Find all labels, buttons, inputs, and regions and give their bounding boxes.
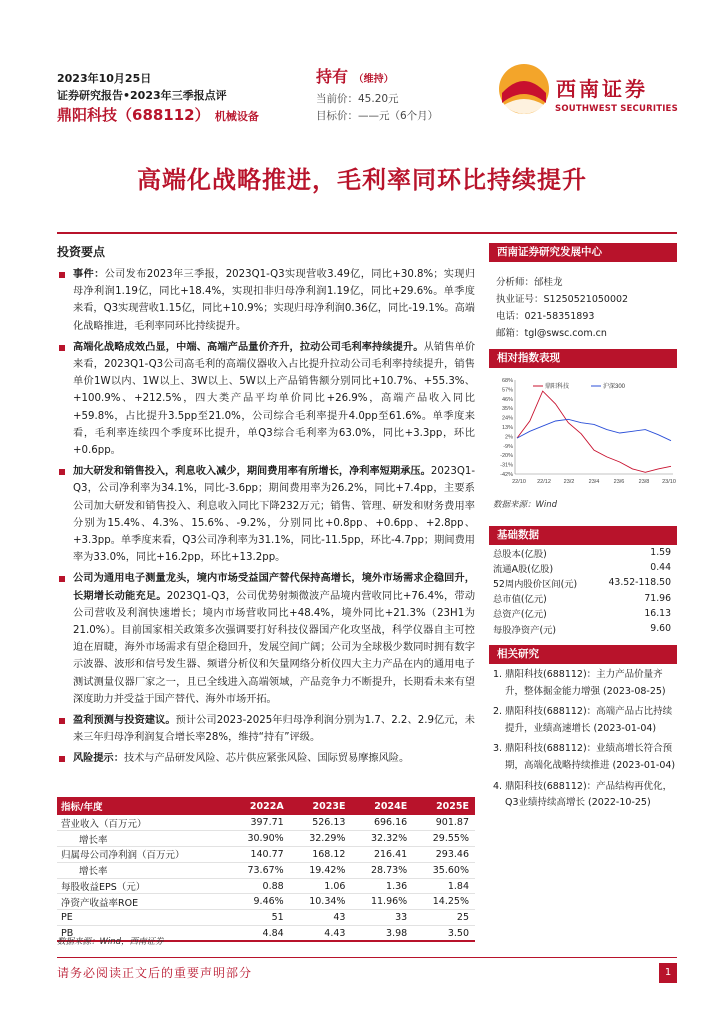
forecast-cell: 901.87 [413, 815, 475, 831]
rating-note: （维持） [353, 74, 394, 85]
chart-y-tick-label: 2% [505, 434, 513, 441]
logo-text-en: SOUTHWEST SECURITIES [555, 104, 678, 114]
forecast-header: 指标/年度 [57, 797, 228, 815]
forecast-cell: 1.06 [290, 878, 352, 894]
basic-data-label: 52周内股价区间(元) [493, 578, 578, 590]
forecast-cell: 397.71 [228, 815, 290, 831]
bullet-body: 2023Q1-Q3，公司净利率为34.1%，同比-3.6pp；期间费用率为26.2%，同比+7.4pp，主要系公司加大研发和销售投入、利息收入同比下降232万元；销售、管理、研发和财务费用率分别为15.4%、4.3%、15.6%、-9.2%，分别同比+0.8pp、+0.6pp、+2.8pp、+3.3pp。单季度来看，Q3公司净利率为31.1%，同比-11.5pp，环比-4.7pp；期间费用率为33.0%，同比+16.2pp，环比+13.2pp。 [73, 466, 475, 564]
forecast-cell: 32.29% [290, 831, 352, 847]
forecast-row [57, 878, 475, 894]
rating-block [316, 66, 438, 125]
report-headline: 高端化战略推进，毛利率同环比持续提升 [137, 165, 587, 194]
basic-data-label: 总市值(亿元) [493, 594, 547, 606]
rating-line [316, 66, 438, 91]
forecast-header: 2023E [290, 797, 352, 815]
analyst-name: 分析师：邰桂龙 [496, 277, 563, 288]
bottom-divider [57, 957, 677, 958]
bullet-event [57, 266, 475, 335]
basic-data-row [489, 575, 677, 590]
forecast-cell: 140.77 [228, 847, 290, 863]
forecast-cell: 3.50 [413, 926, 475, 942]
chart-x-tick-label: 23/8 [638, 479, 650, 485]
forecast-header-row [57, 797, 475, 815]
chart-legend-label: 鼎阳科技 [545, 384, 570, 390]
related-item[interactable] [493, 741, 679, 774]
forecast-cell: 696.16 [351, 815, 413, 831]
forecast-cell: 32.32% [351, 831, 413, 847]
forecast-cell: 33 [351, 910, 413, 926]
analyst-email[interactable]: 邮箱：tgl@swsc.com.cn [496, 328, 607, 339]
chart-x-tick-label: 23/10 [662, 479, 676, 485]
basic-data-label: 总股本(亿股) [493, 548, 547, 560]
investment-points [57, 243, 475, 772]
team-title-bar: 西南证券研究发展中心 [489, 243, 677, 262]
chart-y-tick-label: -20% [500, 453, 513, 460]
rating: 持有 [316, 67, 349, 86]
chart-legend-label: 沪深300 [603, 384, 626, 390]
basic-data-label: 每股净资产(元) [493, 624, 557, 636]
forecast-row-label: 营业收入（百万元） [57, 815, 228, 831]
bullet-highend [57, 339, 475, 459]
chart-series-line [517, 391, 671, 472]
chart-y-tick-label: 24% [501, 415, 513, 422]
forecast-cell: 526.13 [290, 815, 352, 831]
forecast-cell: 168.12 [290, 847, 352, 863]
forecast-row-label: 增长率 [57, 831, 228, 847]
forecast-row-label: 归属母公司净利润（百万元） [57, 847, 228, 863]
chart-y-tick-label: 13% [501, 425, 513, 431]
forecast-header: 2025E [413, 797, 475, 815]
basic-data-row [489, 621, 677, 636]
bullet-leader [57, 570, 475, 708]
forecast-source: 数据来源：Wind，西南证券 [57, 937, 164, 947]
related-item-text: 鼎阳科技(688112)：业绩高增长符合预期，高端化战略持续推进 (2023-01-04) [505, 743, 676, 771]
related-item[interactable] [493, 704, 679, 737]
chart-y-tick-label: -42% [500, 472, 513, 478]
chart-y-tick-label: 57% [501, 387, 513, 394]
chart-y-tick-label: -9% [503, 443, 513, 450]
forecast-row [57, 894, 475, 910]
forecast-cell: 293.46 [413, 847, 475, 863]
forecast-cell: 216.41 [351, 847, 413, 863]
basic-data-value: 43.52-118.50 [608, 577, 671, 589]
logo-mark-icon [498, 63, 550, 115]
report-meta [57, 70, 259, 128]
current-price: 当前价：45.20元 [316, 93, 399, 105]
basic-data-label: 流通A股(亿股) [493, 563, 554, 575]
forecast-row-label: 每股收益EPS（元） [57, 878, 228, 894]
forecast-row-label: PB [57, 926, 228, 942]
basic-data-table [489, 545, 677, 636]
chart-y-tick-label: 35% [501, 406, 513, 413]
bullet-body: 公司发布2023年三季报，2023Q1-Q3实现营收3.49亿，同比+30.8%；实现归母净利润1.19亿，同比+18.4%，实现扣非归母净利润1.19亿，同比+29.6%。单季度来看，Q3实现营收1.15亿，同比+10.9%；实现归母净利润0.36亿，同比-19.1%。高端化战略推进，毛利率同环比持续提升。 [73, 269, 476, 332]
forecast-header: 2024E [351, 797, 413, 815]
chart-series-line [517, 419, 671, 440]
forecast-row-label: 净资产收益率ROE [57, 894, 228, 910]
forecast-cell: 9.46% [228, 894, 290, 910]
footer-notice: 请务必阅读正文后的重要声明部分 [57, 966, 253, 980]
forecast-cell: 25 [413, 910, 475, 926]
bullet-forecast [57, 712, 475, 746]
forecast-row [57, 831, 475, 847]
forecast-cell: 35.60% [413, 862, 475, 878]
forecast-row [57, 862, 475, 878]
analyst-info [496, 274, 628, 342]
related-item-number: 3. [493, 743, 503, 755]
forecast-cell: 11.96% [351, 894, 413, 910]
bullet-body: 预计公司2023-2025年归母净利润分别为1.7、2.2、2.9亿元，未来三年归母净利润复合增长率28%，维持“持有”评级。 [73, 715, 475, 744]
bullet-head: 公司为通用电子测量龙头，境内市场受益国产替代保持高增长，境外市场需求企稳回升，长期增长动能充足。 [73, 573, 475, 602]
forecast-row [57, 815, 475, 831]
bullet-head: 事件： [73, 269, 105, 280]
report-type: 证券研究报告•2023年三季报点评 [57, 89, 227, 102]
chart-x-tick-label: 23/6 [613, 479, 625, 485]
forecast-cell: 3.98 [351, 926, 413, 942]
chart-x-tick-label: 23/2 [563, 479, 575, 485]
forecast-cell: 19.42% [290, 862, 352, 878]
basic-data-value: 0.44 [650, 562, 671, 574]
related-item-number: 4. [493, 780, 503, 792]
basic-data-value: 9.60 [650, 623, 671, 635]
chart-x-tick-label: 22/10 [512, 479, 526, 485]
forecast-cell: 30.90% [228, 831, 290, 847]
bullet-head: 盈利预测与投资建议。 [73, 715, 176, 727]
forecast-cell: 14.25% [413, 894, 475, 910]
bullet-head: 风险提示： [73, 753, 124, 765]
bullet-risk [57, 750, 475, 767]
related-item[interactable] [493, 779, 679, 812]
company-logo [498, 63, 678, 123]
relative-index-chart [489, 372, 677, 490]
related-research-list [493, 667, 679, 816]
forecast-header: 2022A [228, 797, 290, 815]
related-item-text: 鼎阳科技(688112)：产品结构再优化，Q3业绩持续高增长 (2022-10-25) [505, 780, 673, 809]
forecast-row-label: 增长率 [57, 862, 228, 878]
basic-data-row [489, 591, 677, 606]
forecast-row [57, 910, 475, 926]
chart-title-bar: 相对指数表现 [489, 349, 677, 368]
chart-y-tick-label: 68% [501, 378, 513, 384]
target-price: 目标价：——元（6个月） [316, 110, 439, 122]
basic-data-row [489, 606, 677, 621]
basic-data-row [489, 560, 677, 575]
company-name: 鼎阳科技（688112） [57, 106, 210, 124]
report-date: 2023年10月25日 [57, 72, 152, 85]
forecast-row-label: PE [57, 910, 228, 926]
basic-data-label: 总资产(亿元) [493, 609, 547, 621]
forecast-cell: 29.55% [413, 831, 475, 847]
forecast-cell: 43 [290, 910, 352, 926]
page-number: 1 [659, 963, 677, 983]
related-research-bar: 相关研究 [489, 645, 677, 664]
chart-x-tick-label: 22/12 [537, 479, 551, 485]
analyst-phone: 电话：021-58351893 [496, 311, 595, 322]
forecast-cell: 4.84 [228, 926, 290, 942]
top-divider [57, 232, 677, 234]
bullet-head: 高端化战略成效凸显，中端、高端产品量价齐升，拉动公司毛利率持续提升。 [73, 341, 424, 353]
related-item-text: 鼎阳科技(688112)：主力产品价量齐升，整体掘金能力增强 (2023-08-25) [505, 669, 666, 697]
basic-data-value: 16.13 [644, 607, 671, 619]
chart-y-tick-label: -31% [500, 462, 513, 469]
related-item-text: 鼎阳科技(688112)：高端产品占比持续提升，业绩高速增长 (2023-01-04) [505, 706, 673, 734]
forecast-cell: 1.84 [413, 878, 475, 894]
bullet-body: 从销售单价来看，2023Q1-Q3公司高毛利的高端仪器收入占比提升拉动公司毛利率持续提升，销售单价1W以内、1W以上、3W以上、5W以上产品销售额分别同比+10.7%、+55.3%、+100.9%、+212.5%，四大类产品平均单价同比+26.9%，高端产品收入同比+59.8%，占比提升3.5pp至21.0%，公司综合毛利率提升4.0pp至61.6%。单季度来看，毛利率连续四个季度环比提升，单Q3综合毛利率为63.0%，同比+3.3pp，环比+0.6pp。 [73, 341, 476, 457]
forecast-table [57, 797, 475, 942]
forecast-cell: 51 [228, 910, 290, 926]
analyst-license: 执业证号：S1250521050002 [496, 294, 629, 305]
chart-x-tick-label: 23/4 [588, 479, 600, 485]
sector-label: 机械设备 [214, 110, 259, 123]
chart-y-tick-label: 46% [501, 396, 513, 403]
chart-source: 数据来源：Wind [493, 500, 558, 510]
forecast-cell: 4.43 [290, 926, 352, 942]
forecast-cell: 10.34% [290, 894, 352, 910]
invest-title: 投资要点 [57, 245, 106, 259]
chart-svg [489, 372, 677, 490]
basic-data-value: 71.96 [644, 592, 671, 604]
related-item-number: 2. [493, 706, 503, 718]
company-line [57, 104, 259, 128]
logo-text-cn: 西南证券 [556, 77, 648, 101]
bullet-expense [57, 463, 475, 566]
forecast-cell: 28.73% [351, 862, 413, 878]
basic-data-row [489, 545, 677, 560]
basic-data-bar: 基础数据 [489, 526, 677, 545]
bullet-body: 技术与产品研发风险、芯片供应紧张风险、国际贸易摩擦风险。 [123, 753, 410, 765]
forecast-cell: 1.36 [351, 878, 413, 894]
forecast-cell: 0.88 [228, 878, 290, 894]
bullet-head: 加大研发和销售投入，利息收入减少，期间费用率有所增长，净利率短期承压。 [73, 466, 431, 478]
bullet-body: 2023Q1-Q3，公司优势射频微波产品境内营收同比+76.4%，带动公司营收及利润快速增长；境内市场营收同比+48.4%，境外同比+21.3%（23H1为21.0%）。目前国家相关政策多次强调要打好科技仪器国产化攻坚战，科学仪器自主可控迫在眉睫，海外市场需求有望企稳回升，发展空间广阔；公司为全球极少数同时拥有数字示波器、波形和信号发生器、频谱分析仪和矢量网络分析仪四大主力产品在内的通用电子测试测量仪器厂家之一，且已全线进入高端领域，产品竞争力不断提升，长期看未来有望深度助力并受益于国产替代、海外市场开拓。 [73, 590, 476, 705]
related-item-number: 1. [493, 669, 503, 680]
basic-data-value: 1.59 [650, 547, 671, 559]
related-item[interactable] [493, 667, 679, 700]
forecast-row [57, 847, 475, 863]
forecast-cell: 73.67% [228, 862, 290, 878]
